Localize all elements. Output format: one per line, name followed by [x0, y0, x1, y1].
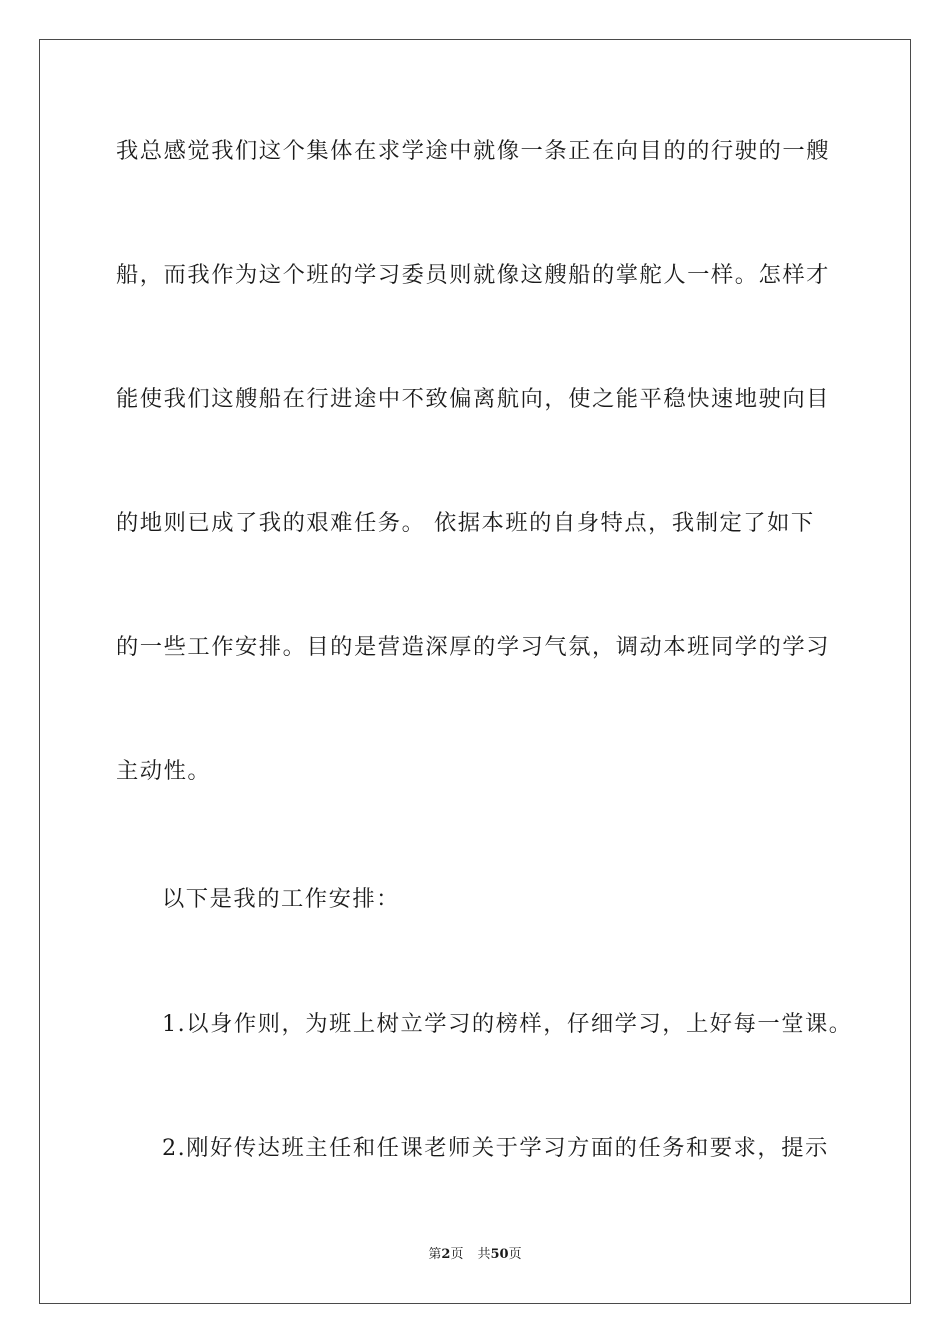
page-border [39, 39, 911, 1304]
paragraph-line: 的一些工作安排。目的是营造深厚的学习气氛，调动本班同学的学习 [116, 634, 830, 660]
page-total: 共50页 [477, 1247, 522, 1262]
paragraph-line: 能使我们这艘船在行进途中不致偏离航向，使之能平稳快速地驶向目 [116, 386, 830, 412]
paragraph-line: 船，而我作为这个班的学习委员则就像这艘船的掌舵人一样。怎样才 [116, 262, 830, 288]
paragraph-line: 主动性。 [116, 758, 212, 784]
paragraph-line: 的地则已成了我的艰难任务。 依据本班的自身特点，我制定了如下 [116, 510, 815, 536]
paragraph-line: 我总感觉我们这个集体在求学途中就像一条正在向目的的行驶的一艘 [116, 138, 830, 164]
list-item-1: 1.以身作则，为班上树立学习的榜样，仔细学习，上好每一堂课。 [162, 1011, 853, 1037]
intro-line: 以下是我的工作安排： [162, 886, 400, 912]
list-item-2: 2.刚好传达班主任和任课老师关于学习方面的任务和要求，提示 [162, 1135, 829, 1161]
page-footer [0, 1246, 950, 1264]
page-number: 第2页 [428, 1247, 464, 1262]
